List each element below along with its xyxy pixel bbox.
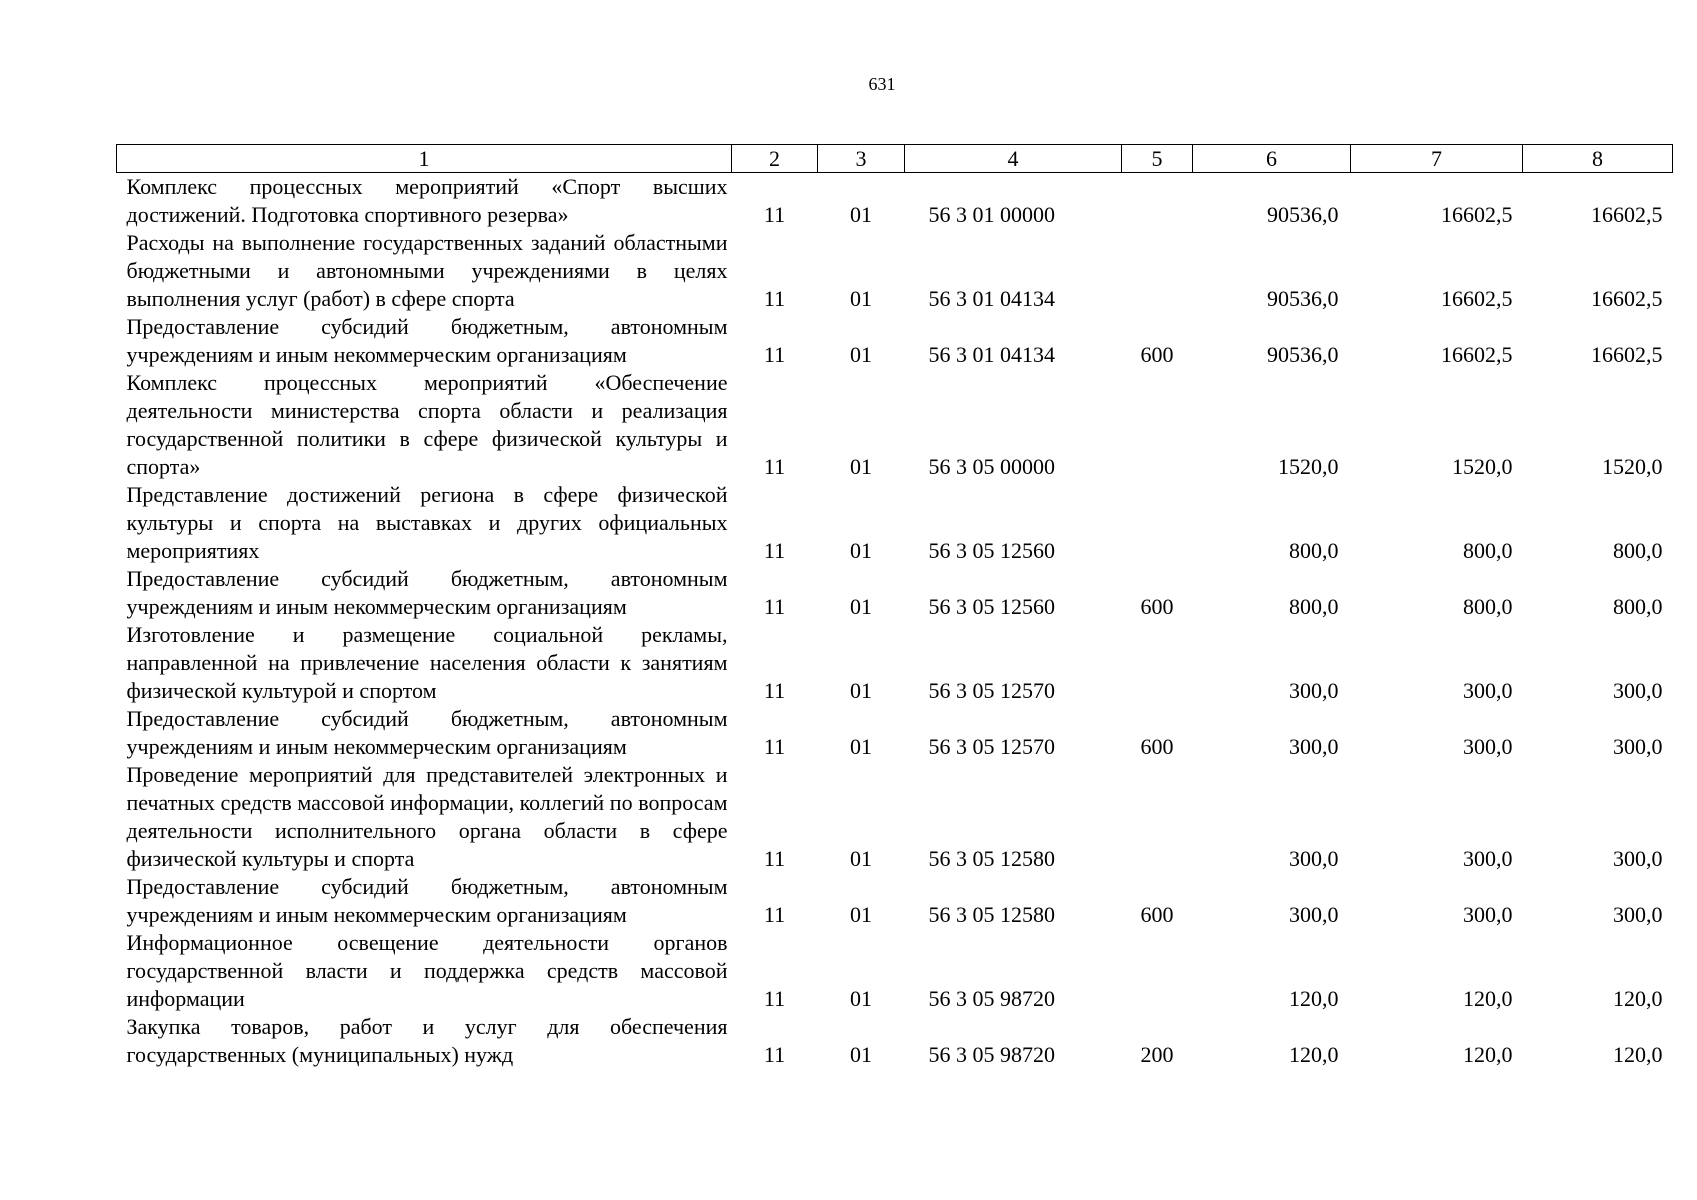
column-header-7: 7	[1351, 145, 1523, 173]
column-header-2: 2	[732, 145, 818, 173]
row-description: Проведение мероприятий для представителей электронных и печатных средств массовой информации, коллегий по вопросам деятельности исполнительного органа области в сфере физической культуры и спорта	[126, 762, 728, 871]
table-row	[117, 1013, 1673, 1069]
column-header-5: 5	[1122, 145, 1193, 173]
target-article-code: 56 3 01 00000	[928, 202, 1055, 227]
expense-type-code	[1122, 369, 1193, 481]
section-code: 11	[763, 594, 786, 619]
amount-col-7: 300,0	[1463, 902, 1513, 927]
expense-type-code: 600	[1140, 594, 1174, 619]
amount-col-7: 300,0	[1463, 678, 1513, 703]
target-article-code: 56 3 01 04134	[928, 286, 1055, 311]
target-article-code: 56 3 05 98720	[928, 1042, 1055, 1067]
section-code: 11	[763, 902, 786, 927]
column-header-4: 4	[905, 145, 1122, 173]
row-description: Информационное освещение деятельности органов государственной власти и поддержка средств массовой информации	[126, 930, 728, 1011]
column-header-8: 8	[1523, 145, 1673, 173]
amount-col-6: 800,0	[1289, 594, 1339, 619]
section-code: 11	[763, 342, 786, 367]
amount-col-7: 16602,5	[1441, 202, 1513, 227]
section-code: 11	[763, 286, 786, 311]
amount-col-7: 16602,5	[1441, 342, 1513, 367]
table-body	[117, 173, 1673, 1070]
row-description: Предоставление субсидий бюджетным, автономным учреждениям и иным некоммерческим организациям	[126, 566, 728, 619]
expense-type-code: 600	[1140, 734, 1174, 759]
subsection-code: 01	[850, 986, 872, 1011]
section-code: 11	[763, 986, 786, 1011]
amount-col-8: 300,0	[1613, 678, 1663, 703]
table-row	[117, 565, 1673, 621]
subsection-code: 01	[850, 286, 872, 311]
section-code: 11	[763, 454, 786, 479]
subsection-code: 01	[850, 594, 872, 619]
subsection-code: 01	[850, 538, 872, 563]
expense-type-code: 600	[1140, 902, 1174, 927]
target-article-code: 56 3 05 12580	[928, 902, 1055, 927]
amount-col-8: 300,0	[1613, 846, 1663, 871]
expense-type-code	[1122, 761, 1193, 873]
row-description: Предоставление субсидий бюджетным, автономным учреждениям и иным некоммерческим организациям	[126, 874, 728, 927]
target-article-code: 56 3 05 12560	[928, 594, 1055, 619]
target-article-code: 56 3 05 00000	[928, 454, 1055, 479]
target-article-code: 56 3 05 12580	[928, 846, 1055, 871]
table-row	[117, 481, 1673, 565]
expense-type-code: 600	[1140, 342, 1174, 367]
table-row	[117, 173, 1673, 230]
amount-col-6: 1520,0	[1278, 454, 1339, 479]
amount-col-7: 16602,5	[1441, 286, 1513, 311]
amount-col-6: 120,0	[1289, 1042, 1339, 1067]
table-row	[117, 705, 1673, 761]
amount-col-7: 120,0	[1463, 1042, 1513, 1067]
row-description: Комплекс процессных мероприятий «Спорт высших достижений. Подготовка спортивного резерва»	[126, 174, 728, 227]
amount-col-7: 300,0	[1463, 846, 1513, 871]
row-description: Закупка товаров, работ и услуг для обеспечения государственных (муниципальных) нужд	[126, 1014, 728, 1067]
column-header-1: 1	[117, 145, 732, 173]
section-code: 11	[763, 734, 786, 759]
subsection-code: 01	[850, 202, 872, 227]
column-header-3: 3	[818, 145, 905, 173]
amount-col-8: 1520,0	[1602, 454, 1663, 479]
row-description: Комплекс процессных мероприятий «Обеспечение деятельности министерства спорта области и реализация государственной политики в сфере физической культуры и спорта»	[126, 370, 728, 479]
amount-col-7: 1520,0	[1452, 454, 1513, 479]
section-code: 11	[763, 202, 786, 227]
section-code: 11	[763, 1042, 786, 1067]
amount-col-6: 120,0	[1289, 986, 1339, 1011]
expense-type-code	[1122, 929, 1193, 1013]
amount-col-6: 300,0	[1289, 734, 1339, 759]
expense-type-code	[1122, 173, 1193, 230]
expense-type-code: 200	[1140, 1042, 1174, 1067]
header-row	[117, 145, 1673, 173]
section-code: 11	[763, 538, 786, 563]
row-description: Предоставление субсидий бюджетным, автономным учреждениям и иным некоммерческим организациям	[126, 706, 728, 759]
amount-col-7: 800,0	[1463, 594, 1513, 619]
table-row	[117, 761, 1673, 873]
subsection-code: 01	[850, 454, 872, 479]
amount-col-8: 800,0	[1613, 594, 1663, 619]
row-description: Изготовление и размещение социальной рекламы, направленной на привлечение населения области к занятиям физической культурой и спортом	[126, 622, 728, 703]
amount-col-8: 300,0	[1613, 734, 1663, 759]
amount-col-6: 300,0	[1289, 678, 1339, 703]
row-description: Предоставление субсидий бюджетным, автономным учреждениям и иным некоммерческим организациям	[126, 314, 728, 367]
amount-col-8: 800,0	[1613, 538, 1663, 563]
subsection-code: 01	[850, 678, 872, 703]
amount-col-8: 16602,5	[1591, 286, 1663, 311]
amount-col-6: 90536,0	[1267, 342, 1339, 367]
amount-col-6: 90536,0	[1267, 202, 1339, 227]
table-header	[117, 145, 1673, 173]
amount-col-8: 16602,5	[1591, 202, 1663, 227]
subsection-code: 01	[850, 846, 872, 871]
target-article-code: 56 3 05 12560	[928, 538, 1055, 563]
table-row	[117, 369, 1673, 481]
section-code: 11	[763, 846, 786, 871]
target-article-code: 56 3 05 12570	[928, 678, 1055, 703]
page-number: 631	[868, 74, 896, 94]
target-article-code: 56 3 05 98720	[928, 986, 1055, 1011]
subsection-code: 01	[850, 902, 872, 927]
target-article-code: 56 3 05 12570	[928, 734, 1055, 759]
amount-col-8: 120,0	[1613, 986, 1663, 1011]
table-row	[117, 313, 1673, 369]
column-header-6: 6	[1193, 145, 1351, 173]
target-article-code: 56 3 01 04134	[928, 342, 1055, 367]
amount-col-6: 800,0	[1289, 538, 1339, 563]
row-description: Представление достижений региона в сфере физической культуры и спорта на выставках и других официальных мероприятиях	[126, 482, 728, 563]
table-row	[117, 873, 1673, 929]
expense-type-code	[1122, 621, 1193, 705]
amount-col-8: 120,0	[1613, 1042, 1663, 1067]
amount-col-8: 16602,5	[1591, 342, 1663, 367]
table-row	[117, 929, 1673, 1013]
table-row	[117, 621, 1673, 705]
subsection-code: 01	[850, 734, 872, 759]
amount-col-7: 120,0	[1463, 986, 1513, 1011]
table-row	[117, 229, 1673, 313]
row-description: Расходы на выполнение государственных заданий областными бюджетными и автономными учреждениями в целях выполнения услуг (работ) в сфере спорта	[126, 230, 728, 311]
amount-col-6: 300,0	[1289, 846, 1339, 871]
amount-col-6: 300,0	[1289, 902, 1339, 927]
subsection-code: 01	[850, 1042, 872, 1067]
expense-type-code	[1122, 481, 1193, 565]
budget-table	[116, 144, 1673, 1069]
expense-type-code	[1122, 229, 1193, 313]
section-code: 11	[763, 678, 786, 703]
amount-col-7: 800,0	[1463, 538, 1513, 563]
amount-col-7: 300,0	[1463, 734, 1513, 759]
amount-col-6: 90536,0	[1267, 286, 1339, 311]
subsection-code: 01	[850, 342, 872, 367]
amount-col-8: 300,0	[1613, 902, 1663, 927]
